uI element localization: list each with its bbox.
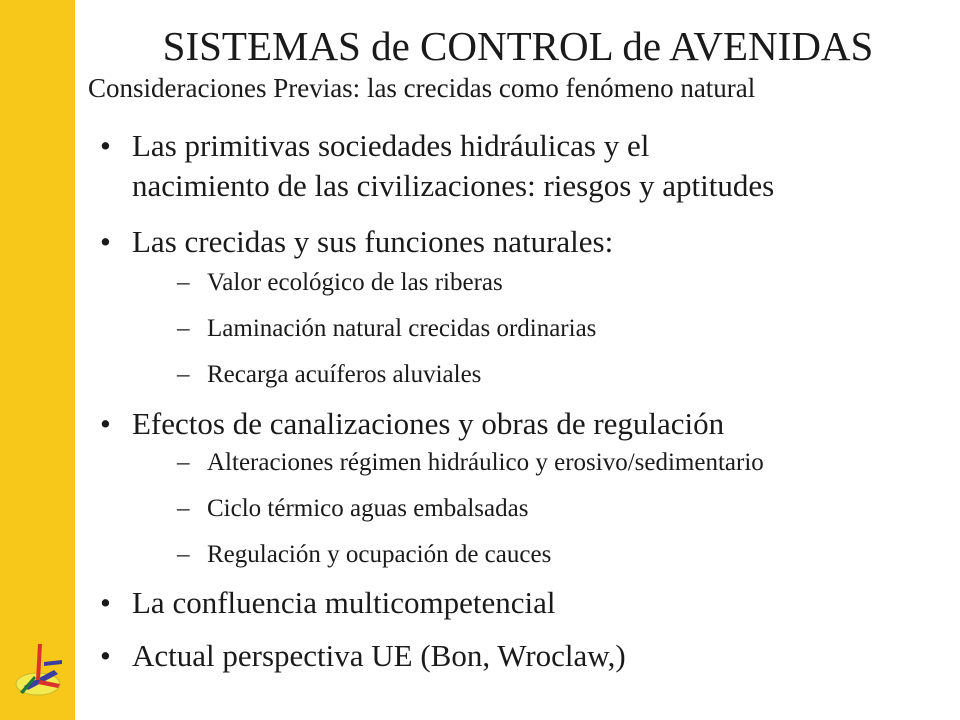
bullet-glyph: •	[100, 128, 111, 163]
sub-item	[132, 494, 940, 524]
bullet-item	[100, 583, 940, 623]
logo-icon	[14, 640, 66, 700]
bullet-glyph: •	[100, 224, 111, 259]
sub-text: Ciclo térmico aguas embalsadas	[207, 495, 529, 522]
sub-text: Recarga acuíferos aluviales	[207, 361, 482, 388]
sub-item	[132, 540, 940, 570]
bullet-glyph: •	[100, 406, 111, 441]
sub-list	[132, 268, 940, 390]
dash-glyph: –	[177, 541, 190, 568]
sub-item	[132, 360, 940, 390]
bullet-item	[100, 404, 940, 570]
sub-item	[132, 448, 940, 478]
bullet-text-line: nacimiento de las civilizaciones: riesgos y aptitudes	[132, 168, 775, 203]
dash-glyph: –	[177, 495, 190, 522]
bullet-glyph: •	[100, 585, 111, 620]
sub-text: Laminación natural crecidas ordinarias	[207, 315, 597, 342]
slide-title: SISTEMAS de CONTROL de AVENIDAS	[162, 23, 874, 69]
sub-item	[132, 314, 940, 344]
sub-list	[132, 448, 940, 570]
bullet-text: Actual perspectiva UE (Bon, Wroclaw,)	[132, 638, 626, 673]
bullet-text: Las crecidas y sus funciones naturales:	[132, 224, 614, 259]
dash-glyph: –	[177, 361, 190, 388]
slide-subtitle: Consideraciones Previas: las crecidas como fenómeno natural	[88, 73, 756, 103]
bullet-text-line: Las primitivas sociedades hidráulicas y el	[132, 128, 650, 163]
dash-glyph: –	[177, 315, 190, 342]
dash-glyph: –	[177, 449, 190, 476]
bullet-text: La confluencia multicompetencial	[132, 585, 556, 620]
dash-glyph: –	[177, 269, 190, 296]
bullet-text: Efectos de canalizaciones y obras de regulación	[132, 406, 725, 441]
bullet-item	[100, 222, 940, 390]
sub-item	[132, 268, 940, 298]
left-sidebar-band	[0, 0, 75, 720]
bullet-glyph: •	[100, 638, 111, 673]
bullet-item	[100, 126, 940, 206]
bullet-list	[100, 126, 940, 676]
sub-text: Regulación y ocupación de cauces	[207, 541, 552, 568]
bullet-item	[100, 636, 940, 676]
sub-text: Valor ecológico de las riberas	[207, 269, 503, 296]
sub-text: Alteraciones régimen hidráulico y erosivo/sedimentario	[207, 449, 764, 476]
